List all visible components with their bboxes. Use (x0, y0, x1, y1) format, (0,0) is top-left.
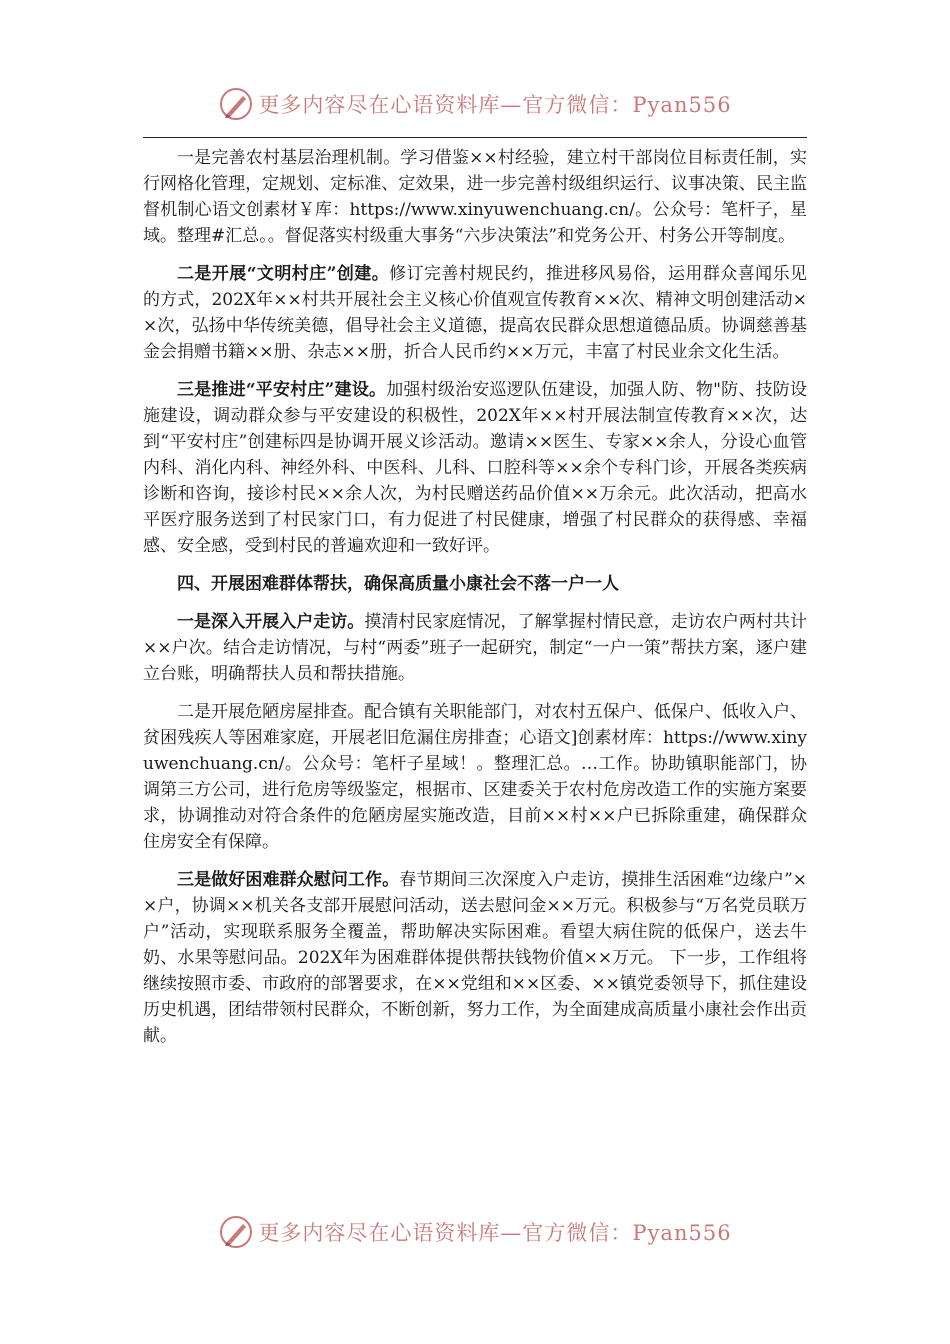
paragraph-2 (143, 261, 807, 365)
pen-logo-icon (218, 86, 254, 122)
paragraph-4 (143, 609, 807, 687)
header-banner (0, 84, 950, 124)
document-body (143, 145, 807, 1061)
paragraph-lead: 三是做好困难群众慰问工作。 (177, 870, 400, 890)
section-heading: 四、开展困难群体帮扶，确保高质量小康社会不落一户一人 (177, 574, 619, 594)
header-divider (143, 137, 807, 138)
paragraph-text: 二是开展危陋房屋排查。配合镇有关职能部门，对农村五保户、低保户、低收入户、贫困残疾人等困难家庭，开展老旧危漏住房排查；心语文]创素材库：https://www.xinyuwenchuang.cn/。公众号：笔杆子星域！。整理汇总。…工作。协助镇职能部门，协调第三方公司，进行危房等级鉴定，根据市、区建委关于农村危房改造工作的实施方案要求，协调推动对符合条件的危陋房屋实施改造，目前××村××户已拆除重建，确保群众住房安全有保障。 (143, 702, 807, 852)
paragraph-6 (143, 867, 807, 1049)
paragraph-text: 修订完善村规民约，推进移风易俗，运用群众喜闻乐见的方式，202X年××村共开展社会主义核心价值观宣传教育××次、精神文明创建活动××次，弘扬中华传统美德，倡导社会主义道德，提高农民群众思想道德品质。协调慈善基金会捐赠书籍××册、杂志××册，折合人民币约××万元，丰富了村民业余文化生活。 (143, 264, 808, 362)
paragraph-3 (143, 377, 807, 559)
paragraph-5 (143, 699, 807, 855)
footer-banner-text: 更多内容尽在心语资料库—官方微信：Pyan556 (258, 1221, 732, 1245)
paragraph-1 (143, 145, 807, 249)
pen-logo-icon (218, 1214, 254, 1250)
paragraph-text: 一是完善农村基层治理机制。学习借鉴××村经验，建立村干部岗位目标责任制，实行网格化管理，定规划、定标准、定效果，进一步完善村级组织运行、议事决策、民主监督机制心语文创素材￥库：https://www.xinyuwenchuang.cn/。公众号：笔杆子，星域。整理#汇总。。督促落实村级重大事务“六步决策法”和党务公开、村务公开等制度。 (143, 148, 807, 246)
paragraph-lead: 三是推进“平安村庄”建设。 (177, 380, 387, 400)
paragraph-lead: 一是深入开展入户走访。 (177, 612, 365, 632)
header-banner-text: 更多内容尽在心语资料库—官方微信：Pyan556 (258, 93, 732, 117)
paragraph-text: 春节期间三次深度入户走访，摸排生活困难“边缘户”××户，协调××机关各支部开展慰问活动，送去慰问金××万元。积极参与“万名党员联万户”活动，实现联系服务全覆盖，帮助解决实际困难。看望大病住院的低保户，送去牛奶、水果等慰问品。202X年为困难群体提供帮扶钱物价值××万元。 下一步，工作组将继续按照市委、市政府的部署要求，在××党组和××区委、××镇党委领导下，抓住建设历史机遇，团结带领村民群众，不断创新，努力工作，为全面建成高质量小康社会作出贡献。 (143, 870, 807, 1046)
paragraph-lead: 二是开展“文明村庄”创建。 (177, 264, 390, 284)
footer-banner (0, 1212, 950, 1252)
paragraph-text: 加强村级治安巡逻队伍建设，加强人防、物"防、技防设施建设，调动群众参与平安建设的积极性，202X年××村开展法制宣传教育××次，达到“平安村庄”创建标四是协调开展义诊活动。邀请××医生、专家××余人，分设心血管内科、消化内科、神经外科、中医科、儿科、口腔科等××余个专科门诊，开展各类疾病诊断和咨询，接诊村民××余人次，为村民赠送药品价值××万余元。此次活动，把高水平医疗服务送到了村民家门口，有力促进了村民健康，增强了村民群众的获得感、幸福感、安全感，受到村民的普遍欢迎和一致好评。 (143, 380, 807, 556)
paragraph-text: 摸清村民家庭情况，了解掌握村情民意，走访农户两村共计××户次。结合走访情况，与村“两委”班子一起研究，制定“一户一策”帮扶方案，逐户建立台账，明确帮扶人员和帮扶措施。 (143, 612, 808, 684)
